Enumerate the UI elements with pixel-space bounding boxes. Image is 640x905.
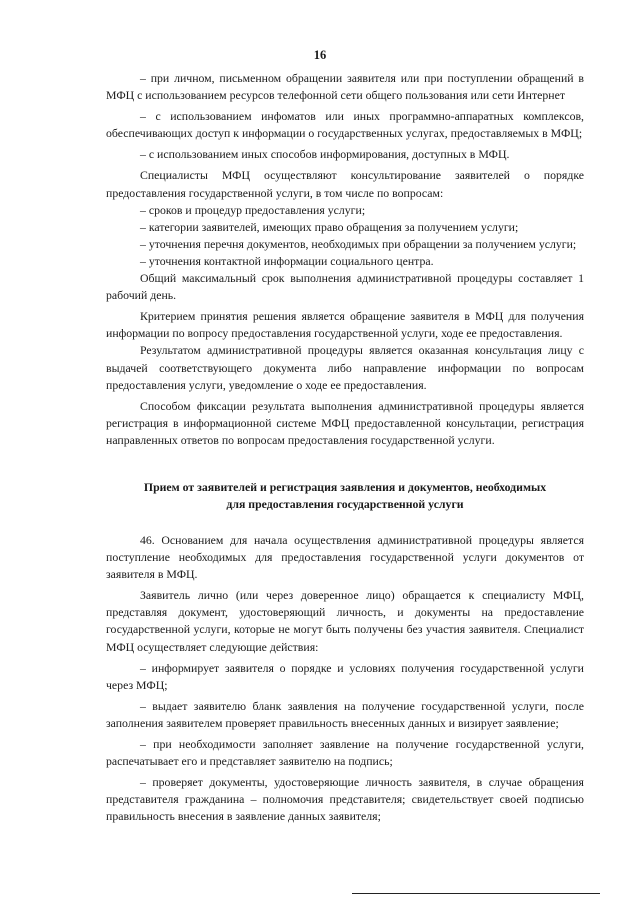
paragraph: – сроков и процедур предоставления услуги;: [140, 202, 366, 217]
paragraph: – с использованием инфоматов или иных программно-аппаратных комплексов, обеспечивающих доступ к информации о государственных услугах, предоставляемых в МФЦ;: [106, 109, 584, 141]
paragraph: – при необходимости заполняет заявление на получение государственной услуги, распечатывает его и представляет заявителю на подпись;: [106, 737, 584, 769]
page-number: 16: [313, 48, 327, 62]
document-body: [106, 70, 584, 825]
section-heading-line: для предоставления государственной услуги: [226, 497, 464, 512]
paragraph: – проверяет документы, удостоверяющие личность заявителя, в случае обращения представителя гражданина – полномочия представителя; свидетельствует своей подписью правильность внесения в заявление данных заявителя;: [106, 775, 584, 824]
paragraph: – категории заявителей, имеющих право обращения за получением услуги;: [140, 219, 519, 234]
paragraph: – уточнения перечня документов, необходимых при обращении за получением услуги;: [140, 236, 577, 251]
paragraph: – информирует заявителя о порядке и условиях получения государственной услуги через МФЦ;: [106, 660, 584, 692]
paragraph: – при личном, письменном обращении заявителя или при поступлении обращений в МФЦ с использованием ресурсов телефонной сети общего пользования или сети Интернет: [106, 71, 584, 103]
paragraph: – выдает заявителю бланк заявления на получение государственной услуги, после заполнения заявителем проверяет правильность внесенных данных и визирует заявление;: [106, 698, 584, 730]
section-heading-line: Прием от заявителей и регистрация заявления и документов, необходимых: [143, 479, 547, 494]
paragraph: – с использованием иных способов информирования, доступных в МФЦ.: [140, 147, 510, 162]
paragraph: – уточнения контактной информации социального центра.: [140, 253, 434, 268]
section-heading: [106, 479, 584, 514]
paragraph: Критерием принятия решения является обращение заявителя в МФЦ для получения информации по вопросу предоставления государственной услуги, ходе ее предоставления.: [106, 309, 584, 341]
paragraph: Заявитель лично (или через доверенное лицо) обращается к специалисту МФЦ, представляя документ, удостоверяющий личность, и документы на предоставление государственной услуги, которые не могут быть получены без участия заявителя. Специалист МФЦ осуществляет следующие действия:: [106, 588, 584, 654]
paragraph: 46. Основанием для начала осуществления административной процедуры является поступление необходимых для предоставления государственной услуги документов от заявителя в МФЦ.: [106, 532, 584, 582]
paragraph: Способом фиксации результата выполнения административной процедуры является регистрация в информационной системе МФЦ предоставленной консультации, регистрация направленных ответов по вопросам предоставления государственной услуги.: [106, 398, 584, 447]
paragraph: Специалисты МФЦ осуществляют консультирование заявителей о порядке предоставления государственной услуги, в том числе по вопросам:: [106, 168, 584, 200]
footer-rule: [352, 893, 600, 894]
paragraph: Результатом административной процедуры является оказанная консультация лицу с выдачей соответствующего документа либо направление информации по вопросам предоставления услуги, уведомление о ходе ее предоставления.: [106, 343, 584, 392]
paragraph: Общий максимальный срок выполнения административной процедуры составляет 1 рабочий день.: [106, 271, 584, 303]
